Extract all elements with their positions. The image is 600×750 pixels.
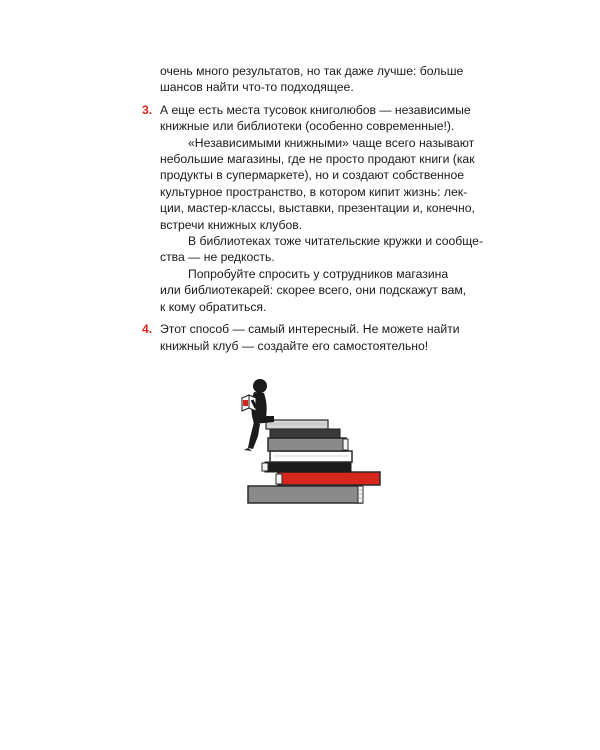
text-line: очень много результатов, но так даже лучше: больше (160, 64, 464, 78)
list-number: 3. (142, 102, 153, 117)
paragraph (160, 233, 520, 266)
text-line: В библиотеках тоже читательские кружки и сообще- (188, 234, 484, 249)
text-line: Этот способ — самый интересный. Не можете найти (160, 322, 460, 337)
list-item-3 (142, 102, 520, 315)
paragraph (160, 266, 520, 315)
body-text (142, 63, 520, 354)
text-line: «Независимыми книжными» чаще всего называют (188, 135, 475, 150)
text-line: культурное пространство, в котором кипит жизнь: лек- (160, 184, 468, 199)
text-line: шансов найти что-то подходящее. (160, 80, 354, 95)
text-line: книжные или библиотеки (особенно современные!). (160, 119, 455, 134)
text-line: ции, мастер-классы, выставки, презентации и, конечно, (160, 201, 475, 216)
text-line: книжный клуб — создайте его самостоятельно! (160, 338, 429, 353)
list-item-4 (142, 321, 520, 354)
text-line: небольшие магазины, где не просто продают книги (как (160, 152, 475, 167)
text-line: продукты в супермаркете), но и создают собственное (160, 168, 464, 183)
paragraph (160, 135, 520, 233)
text-line: встречи книжных клубов. (160, 217, 303, 232)
intro-paragraph (160, 63, 520, 96)
list-number: 4. (142, 322, 153, 337)
text-line: ства — не редкость. (160, 250, 275, 265)
text-line: или библиотекарей: скорее всего, они подскажут вам, (160, 283, 467, 298)
reader-on-book-stack-icon (240, 378, 390, 508)
paragraph (160, 102, 520, 135)
text-line: А еще есть места тусовок книголюбов — независимые (160, 102, 471, 117)
text-line: к кому обратиться. (160, 299, 267, 314)
text-line: Попробуйте спросить у сотрудников магазина (188, 266, 449, 281)
